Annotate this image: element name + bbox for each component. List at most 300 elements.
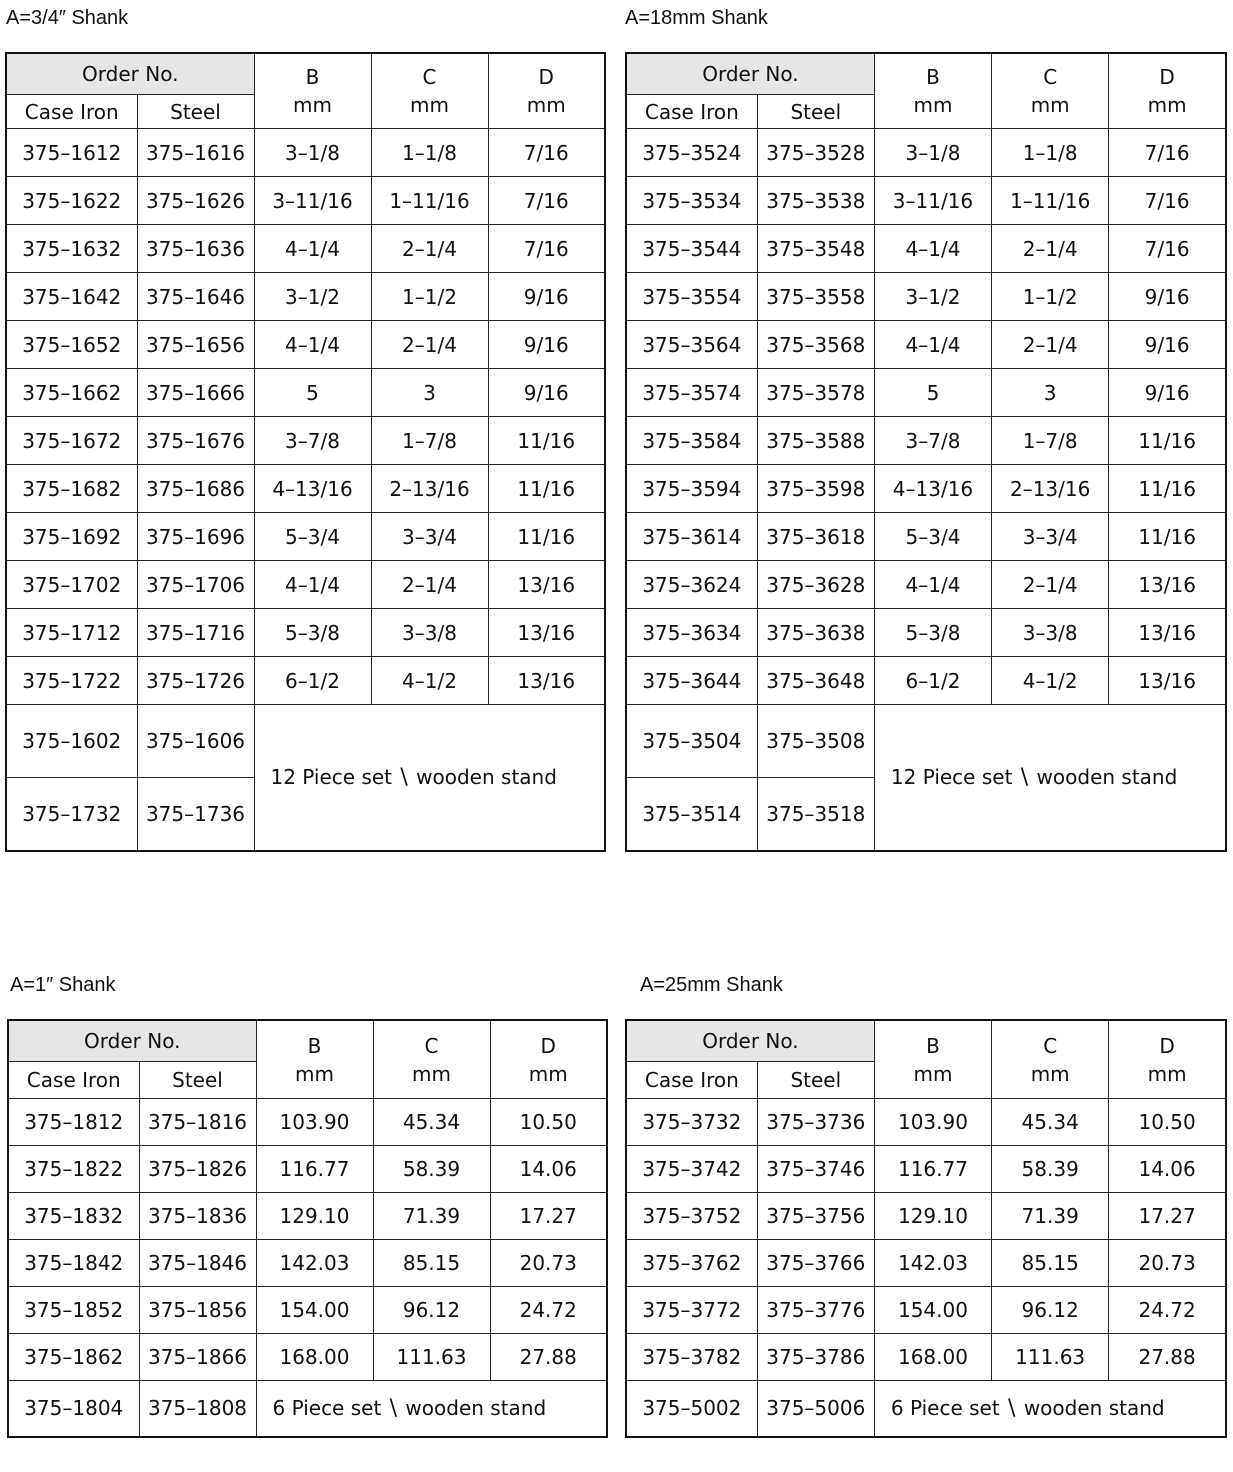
steel-cell: 375–1736	[137, 778, 254, 851]
d-cell: 9/16	[1109, 369, 1226, 417]
table-row	[626, 1240, 1226, 1287]
d-cell: 24.72	[490, 1287, 607, 1334]
b-cell: 168.00	[256, 1334, 373, 1381]
set-suffix: wooden stand	[399, 1395, 547, 1420]
b-cell: 3–11/16	[874, 177, 991, 225]
d-cell: 7/16	[1109, 225, 1226, 273]
set-row	[626, 1381, 1226, 1437]
set-label: 6 Piece set	[890, 1395, 1007, 1420]
c-cell: 1–1/8	[992, 129, 1109, 177]
set-suffix: wooden stand	[1017, 1395, 1165, 1420]
case-iron-cell: 375–3614	[626, 513, 757, 561]
b-cell: 4–1/4	[254, 561, 371, 609]
table-row	[8, 1334, 607, 1381]
d-cell: 27.88	[490, 1334, 607, 1381]
b-cell: 3–1/2	[874, 273, 991, 321]
case-iron-header: Case Iron	[8, 1062, 139, 1099]
column-unit: mm	[295, 1061, 334, 1086]
d-cell: 13/16	[1109, 657, 1226, 705]
steel-cell: 375–3786	[757, 1334, 874, 1381]
shank-title: A=1″ Shank	[10, 974, 116, 996]
case-iron-cell: 375–1732	[6, 778, 137, 851]
d-cell: 10.50	[1109, 1099, 1226, 1146]
c-cell: 3–3/8	[992, 609, 1109, 657]
column-b-header	[874, 1020, 991, 1099]
set-description	[256, 1381, 607, 1437]
steel-cell: 375–1816	[139, 1099, 256, 1146]
table-row	[626, 417, 1226, 465]
column-letter: B	[926, 1033, 940, 1058]
header-row	[626, 1020, 1226, 1062]
column-c-header	[992, 53, 1109, 129]
steel-cell: 375–1616	[137, 129, 254, 177]
case-iron-cell: 375–1662	[6, 369, 137, 417]
b-cell: 154.00	[874, 1287, 991, 1334]
steel-header: Steel	[139, 1062, 256, 1099]
steel-cell: 375–1636	[137, 225, 254, 273]
c-cell: 58.39	[373, 1146, 490, 1193]
b-cell: 168.00	[874, 1334, 991, 1381]
case-iron-cell: 375–1652	[6, 321, 137, 369]
b-cell: 129.10	[874, 1193, 991, 1240]
table-row	[6, 273, 605, 321]
case-iron-cell: 375–3762	[626, 1240, 757, 1287]
steel-cell: 375–3528	[757, 129, 874, 177]
steel-cell: 375–1686	[137, 465, 254, 513]
steel-cell: 375–3776	[757, 1287, 874, 1334]
column-unit: mm	[913, 1061, 953, 1086]
c-cell: 2–1/4	[371, 561, 488, 609]
b-cell: 142.03	[874, 1240, 991, 1287]
column-unit: mm	[412, 1061, 451, 1086]
table-row	[6, 177, 605, 225]
table-row	[626, 177, 1226, 225]
c-cell: 1–7/8	[371, 417, 488, 465]
table-row	[8, 1287, 607, 1334]
case-iron-cell: 375–1804	[8, 1381, 139, 1437]
table-row	[626, 657, 1226, 705]
table-row	[8, 1240, 607, 1287]
table-row	[6, 657, 605, 705]
set-row	[6, 705, 605, 778]
d-cell: 24.72	[1109, 1287, 1226, 1334]
set-suffix: wooden stand	[1030, 764, 1178, 789]
c-cell: 2–1/4	[992, 321, 1109, 369]
table-row	[626, 561, 1226, 609]
case-iron-cell: 375–1852	[8, 1287, 139, 1334]
order-no-header: Order No.	[8, 1020, 256, 1062]
d-cell: 7/16	[488, 129, 605, 177]
d-cell: 11/16	[1109, 465, 1226, 513]
c-cell: 1–1/8	[371, 129, 488, 177]
b-cell: 103.90	[874, 1099, 991, 1146]
steel-cell: 375–3578	[757, 369, 874, 417]
table-row	[8, 1099, 607, 1146]
steel-cell: 375–3736	[757, 1099, 874, 1146]
steel-cell: 375–3648	[757, 657, 874, 705]
c-cell: 85.15	[992, 1240, 1109, 1287]
column-letter: D	[538, 65, 554, 89]
b-cell: 3–1/8	[254, 129, 371, 177]
case-iron-cell: 375–1832	[8, 1193, 139, 1240]
case-iron-cell: 375–1842	[8, 1240, 139, 1287]
set-separator: \	[1020, 764, 1029, 790]
c-cell: 85.15	[373, 1240, 490, 1287]
b-cell: 6–1/2	[874, 657, 991, 705]
header-row	[8, 1020, 607, 1062]
table-row	[626, 1146, 1226, 1193]
case-iron-header: Case Iron	[626, 1062, 757, 1099]
c-cell: 96.12	[992, 1287, 1109, 1334]
d-cell: 9/16	[488, 369, 605, 417]
b-cell: 5–3/8	[254, 609, 371, 657]
d-cell: 9/16	[488, 273, 605, 321]
case-iron-cell: 375–3504	[626, 705, 757, 778]
steel-cell: 375–5006	[757, 1381, 874, 1437]
table-row	[6, 513, 605, 561]
b-cell: 142.03	[256, 1240, 373, 1287]
set-label: 6 Piece set	[272, 1395, 388, 1420]
set-row	[8, 1381, 607, 1437]
b-cell: 154.00	[256, 1287, 373, 1334]
d-cell: 11/16	[488, 417, 605, 465]
case-iron-cell: 375–3772	[626, 1287, 757, 1334]
table-25mm	[625, 1019, 1227, 1438]
d-cell: 17.27	[490, 1193, 607, 1240]
case-iron-cell: 375–3752	[626, 1193, 757, 1240]
case-iron-cell: 375–1692	[6, 513, 137, 561]
case-iron-cell: 375–1672	[6, 417, 137, 465]
table-18mm	[625, 52, 1227, 852]
case-iron-cell: 375–5002	[626, 1381, 757, 1437]
c-cell: 96.12	[373, 1287, 490, 1334]
case-iron-header: Case Iron	[626, 95, 757, 129]
d-cell: 13/16	[488, 609, 605, 657]
set-label: 12 Piece set	[890, 764, 1019, 789]
column-letter: C	[1043, 65, 1058, 89]
steel-cell: 375–3766	[757, 1240, 874, 1287]
case-iron-cell: 375–1632	[6, 225, 137, 273]
case-iron-cell: 375–1682	[6, 465, 137, 513]
steel-cell: 375–1646	[137, 273, 254, 321]
steel-cell: 375–1856	[139, 1287, 256, 1334]
column-unit: mm	[1147, 1061, 1187, 1086]
column-unit: mm	[528, 1061, 568, 1086]
steel-cell: 375–1716	[137, 609, 254, 657]
d-cell: 11/16	[1109, 417, 1226, 465]
b-cell: 3–1/2	[254, 273, 371, 321]
steel-cell: 375–1826	[139, 1146, 256, 1193]
b-cell: 129.10	[256, 1193, 373, 1240]
b-cell: 4–13/16	[874, 465, 991, 513]
case-iron-cell: 375–1822	[8, 1146, 139, 1193]
steel-cell: 375–3638	[757, 609, 874, 657]
c-cell: 4–1/2	[371, 657, 488, 705]
shank-title: A=3/4″ Shank	[6, 7, 129, 29]
b-cell: 4–1/4	[254, 225, 371, 273]
column-unit: mm	[410, 93, 449, 117]
case-iron-cell: 375–1612	[6, 129, 137, 177]
set-label: 12 Piece set	[270, 764, 399, 789]
steel-cell: 375–1726	[137, 657, 254, 705]
case-iron-cell: 375–3574	[626, 369, 757, 417]
table-row	[626, 1193, 1226, 1240]
c-cell: 111.63	[992, 1334, 1109, 1381]
c-cell: 3–3/4	[371, 513, 488, 561]
column-b-header	[254, 53, 371, 129]
c-cell: 2–1/4	[992, 561, 1109, 609]
column-letter: D	[1159, 1033, 1175, 1058]
d-cell: 10.50	[490, 1099, 607, 1146]
table-row	[626, 1099, 1226, 1146]
case-iron-cell: 375–3644	[626, 657, 757, 705]
b-cell: 103.90	[256, 1099, 373, 1146]
b-cell: 116.77	[256, 1146, 373, 1193]
d-cell: 7/16	[488, 225, 605, 273]
table-row	[6, 609, 605, 657]
d-cell: 13/16	[488, 657, 605, 705]
table-row	[626, 513, 1226, 561]
case-iron-cell: 375–3624	[626, 561, 757, 609]
case-iron-cell: 375–1862	[8, 1334, 139, 1381]
b-cell: 4–1/4	[874, 225, 991, 273]
column-unit: mm	[1147, 93, 1187, 117]
steel-cell: 375–1656	[137, 321, 254, 369]
table-row	[626, 609, 1226, 657]
case-iron-header: Case Iron	[6, 95, 137, 129]
table-row	[8, 1193, 607, 1240]
steel-cell: 375–3558	[757, 273, 874, 321]
shank-title: A=25mm Shank	[640, 974, 783, 996]
steel-cell: 375–1676	[137, 417, 254, 465]
header-row	[626, 53, 1226, 95]
d-cell: 14.06	[1109, 1146, 1226, 1193]
b-cell: 4–1/4	[254, 321, 371, 369]
c-cell: 2–13/16	[371, 465, 488, 513]
case-iron-cell: 375–3564	[626, 321, 757, 369]
case-iron-cell: 375–3534	[626, 177, 757, 225]
c-cell: 45.34	[373, 1099, 490, 1146]
set-description	[254, 705, 605, 851]
c-cell: 71.39	[373, 1193, 490, 1240]
c-cell: 3	[371, 369, 488, 417]
d-cell: 7/16	[1109, 129, 1226, 177]
set-row	[626, 705, 1226, 778]
d-cell: 20.73	[1109, 1240, 1226, 1287]
column-d-header	[1109, 53, 1226, 129]
steel-cell: 375–3598	[757, 465, 874, 513]
c-cell: 58.39	[992, 1146, 1109, 1193]
column-d-header	[488, 53, 605, 129]
c-cell: 2–13/16	[992, 465, 1109, 513]
case-iron-cell: 375–3524	[626, 129, 757, 177]
steel-header: Steel	[757, 95, 874, 129]
column-letter: D	[540, 1033, 556, 1058]
c-cell: 71.39	[992, 1193, 1109, 1240]
table-row	[626, 369, 1226, 417]
b-cell: 4–1/4	[874, 321, 991, 369]
d-cell: 11/16	[1109, 513, 1226, 561]
steel-cell: 375–3518	[757, 778, 874, 851]
case-iron-cell: 375–3514	[626, 778, 757, 851]
d-cell: 7/16	[1109, 177, 1226, 225]
steel-cell: 375–3568	[757, 321, 874, 369]
table-row	[6, 321, 605, 369]
case-iron-cell: 375–1622	[6, 177, 137, 225]
order-no-header: Order No.	[626, 1020, 874, 1062]
order-no-header: Order No.	[6, 53, 254, 95]
d-cell: 13/16	[1109, 561, 1226, 609]
set-separator: \	[389, 1395, 398, 1421]
table-row	[626, 129, 1226, 177]
column-c-header	[992, 1020, 1109, 1099]
case-iron-cell: 375–3742	[626, 1146, 757, 1193]
case-iron-cell: 375–1812	[8, 1099, 139, 1146]
column-letter: C	[422, 65, 437, 89]
column-unit: mm	[913, 93, 953, 117]
case-iron-cell: 375–3584	[626, 417, 757, 465]
c-cell: 111.63	[373, 1334, 490, 1381]
case-iron-cell: 375–1642	[6, 273, 137, 321]
set-description	[874, 705, 1226, 851]
column-unit: mm	[293, 93, 332, 117]
steel-cell: 375–1866	[139, 1334, 256, 1381]
column-c-header	[371, 53, 488, 129]
case-iron-cell: 375–3544	[626, 225, 757, 273]
steel-cell: 375–3618	[757, 513, 874, 561]
c-cell: 2–1/4	[992, 225, 1109, 273]
table-row	[626, 1334, 1226, 1381]
header-row	[6, 53, 605, 95]
b-cell: 4–13/16	[254, 465, 371, 513]
column-b-header	[256, 1020, 373, 1099]
b-cell: 3–1/8	[874, 129, 991, 177]
c-cell: 1–1/2	[371, 273, 488, 321]
column-letter: D	[1159, 65, 1175, 89]
b-cell: 5–3/4	[874, 513, 991, 561]
case-iron-cell: 375–1602	[6, 705, 137, 778]
column-b-header	[874, 53, 991, 129]
case-iron-cell: 375–1702	[6, 561, 137, 609]
steel-cell: 375–3588	[757, 417, 874, 465]
d-cell: 9/16	[1109, 273, 1226, 321]
d-cell: 13/16	[1109, 609, 1226, 657]
c-cell: 45.34	[992, 1099, 1109, 1146]
b-cell: 4–1/4	[874, 561, 991, 609]
case-iron-cell: 375–3782	[626, 1334, 757, 1381]
steel-cell: 375–3628	[757, 561, 874, 609]
d-cell: 11/16	[488, 513, 605, 561]
table-row	[6, 561, 605, 609]
d-cell: 20.73	[490, 1240, 607, 1287]
case-iron-cell: 375–3634	[626, 609, 757, 657]
d-cell: 14.06	[490, 1146, 607, 1193]
d-cell: 11/16	[488, 465, 605, 513]
steel-cell: 375–1808	[139, 1381, 256, 1437]
column-letter: B	[305, 65, 320, 89]
table-row	[6, 225, 605, 273]
table-row	[626, 225, 1226, 273]
steel-cell: 375–1666	[137, 369, 254, 417]
b-cell: 3–7/8	[254, 417, 371, 465]
c-cell: 4–1/2	[992, 657, 1109, 705]
table-row	[626, 321, 1226, 369]
column-letter: C	[1043, 1033, 1058, 1058]
b-cell: 5–3/8	[874, 609, 991, 657]
b-cell: 3–7/8	[874, 417, 991, 465]
steel-cell: 375–1836	[139, 1193, 256, 1240]
d-cell: 9/16	[488, 321, 605, 369]
table-3-4-inch	[5, 52, 606, 852]
shank-title: A=18mm Shank	[625, 7, 768, 29]
d-cell: 13/16	[488, 561, 605, 609]
c-cell: 3–3/8	[371, 609, 488, 657]
b-cell: 116.77	[874, 1146, 991, 1193]
b-cell: 3–11/16	[254, 177, 371, 225]
column-d-header	[1109, 1020, 1226, 1099]
order-no-header: Order No.	[626, 53, 874, 95]
steel-cell: 375–3508	[757, 705, 874, 778]
steel-cell: 375–1846	[139, 1240, 256, 1287]
d-cell: 9/16	[1109, 321, 1226, 369]
c-cell: 1–11/16	[371, 177, 488, 225]
set-separator: \	[1008, 1395, 1016, 1421]
column-d-header	[490, 1020, 607, 1099]
case-iron-cell: 375–3554	[626, 273, 757, 321]
b-cell: 5–3/4	[254, 513, 371, 561]
case-iron-cell: 375–3594	[626, 465, 757, 513]
b-cell: 6–1/2	[254, 657, 371, 705]
d-cell: 7/16	[488, 177, 605, 225]
steel-cell: 375–3548	[757, 225, 874, 273]
column-letter: B	[926, 65, 940, 89]
c-cell: 3–3/4	[992, 513, 1109, 561]
steel-cell: 375–3746	[757, 1146, 874, 1193]
column-unit: mm	[526, 93, 566, 117]
d-cell: 27.88	[1109, 1334, 1226, 1381]
steel-cell: 375–3538	[757, 177, 874, 225]
table-row	[626, 465, 1226, 513]
table-row	[6, 129, 605, 177]
table-row	[8, 1146, 607, 1193]
d-cell: 17.27	[1109, 1193, 1226, 1240]
column-letter: C	[424, 1033, 439, 1058]
case-iron-cell: 375–3732	[626, 1099, 757, 1146]
c-cell: 1–1/2	[992, 273, 1109, 321]
c-cell: 3	[992, 369, 1109, 417]
table-row	[6, 465, 605, 513]
column-unit: mm	[1030, 93, 1070, 117]
steel-cell: 375–1696	[137, 513, 254, 561]
column-letter: B	[307, 1033, 322, 1058]
b-cell: 5	[874, 369, 991, 417]
set-description	[874, 1381, 1226, 1437]
case-iron-cell: 375–1712	[6, 609, 137, 657]
table-row	[626, 273, 1226, 321]
set-separator: \	[400, 764, 408, 790]
table-row	[626, 1287, 1226, 1334]
column-unit: mm	[1030, 1061, 1070, 1086]
table-row	[6, 369, 605, 417]
b-cell: 5	[254, 369, 371, 417]
table-1-inch	[7, 1019, 608, 1438]
steel-cell: 375–3756	[757, 1193, 874, 1240]
steel-cell: 375–1626	[137, 177, 254, 225]
c-cell: 2–1/4	[371, 321, 488, 369]
case-iron-cell: 375–1722	[6, 657, 137, 705]
set-suffix: wooden stand	[409, 764, 557, 789]
steel-cell: 375–1706	[137, 561, 254, 609]
